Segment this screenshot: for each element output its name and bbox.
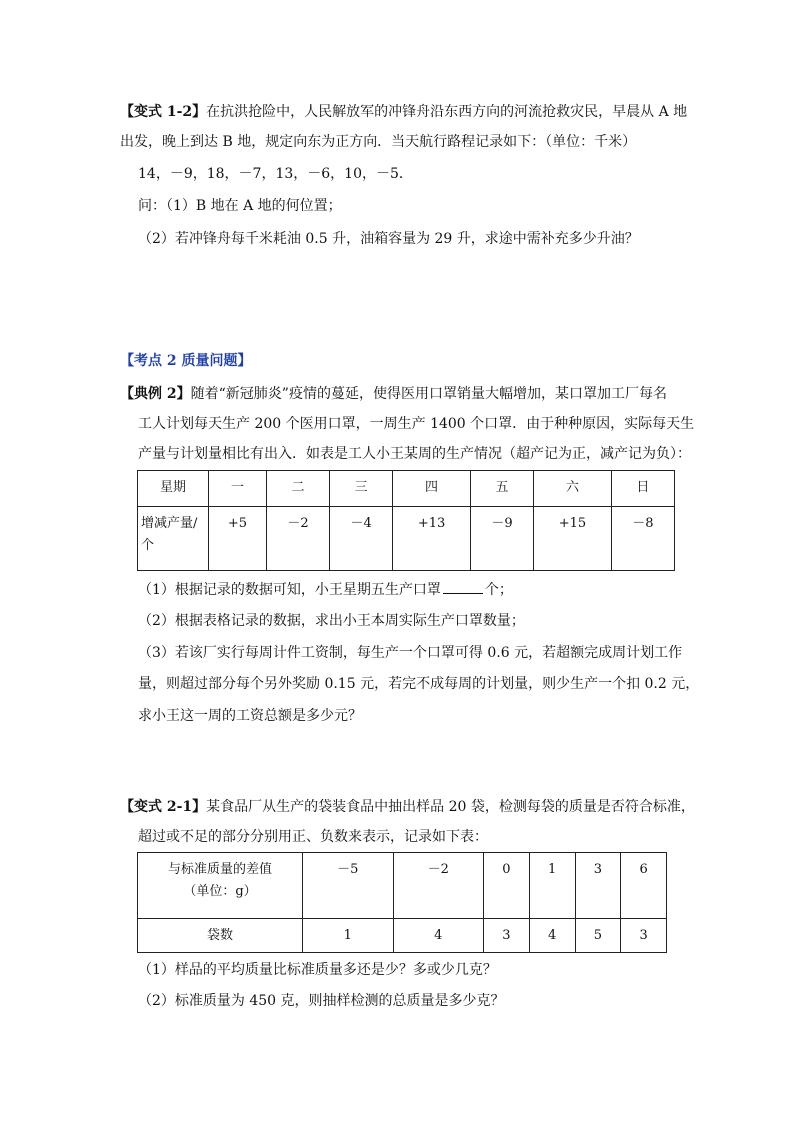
mass-count-label: 袋数 — [138, 919, 303, 953]
section-title: 【考点 2 质量问题】 — [120, 353, 252, 369]
variant-1-2-question-1: 问：（1）B 地在 A 地的何位置； — [138, 198, 342, 214]
variant-2-1-question-1: （1）样品的平均质量比标准质量多还是少？多或少几克？ — [138, 962, 497, 978]
production-header-label: 星期 — [138, 471, 209, 507]
variant-2-1-line-2: 超过或不足的部分分别用正、负数来表示，记录如下表： — [138, 829, 488, 845]
production-value-row — [138, 507, 675, 571]
count-cell: 3 — [484, 919, 530, 953]
count-cell: 1 — [303, 919, 394, 953]
day-cell: 六 — [534, 471, 612, 507]
example-2-question-1-text: （1）根据记录的数据可知，小王星期五生产口罩 — [138, 582, 441, 598]
diff-cell: 1 — [529, 853, 575, 919]
example-2-question-1 — [138, 579, 513, 600]
value-cell: －4 — [330, 507, 393, 571]
day-cell: 三 — [330, 471, 393, 507]
example-2-text-1: 随着“新冠肺炎”疫情的蔓延，使得医用口罩销量大幅增加，某口罩加工厂每名 — [190, 386, 667, 402]
mass-diff-label — [138, 853, 303, 919]
example-2-line-2: 工人计划每天生产 200 个医用口罩，一周生产 1400 个口罩．由于种种原因，实际每天生 — [138, 416, 695, 432]
variant-2-1-question-2: （2）标准质量为 450 克，则抽样检测的总质量是多少克？ — [138, 993, 505, 1009]
mass-diff-label-1: 与标准质量的差值 — [167, 862, 272, 877]
mass-count-row — [138, 919, 667, 953]
example-2-line-3: 产量与计划量相比有出入．如表是工人小王某周的生产情况（超产记为正，减产记为负）： — [138, 446, 691, 462]
production-row-label-1: 增减产量/ — [141, 516, 198, 531]
example-2-question-3-line-1: （3）若该厂实行每周计件工资制，每生产一个口罩可得 0.6 元，若超额完成周计划工作 — [138, 645, 683, 661]
diff-cell: －5 — [303, 853, 394, 919]
production-row-label — [138, 507, 209, 571]
day-cell: 四 — [393, 471, 471, 507]
variant-1-2-tag: 【变式 1-2】 — [120, 104, 207, 120]
mass-diff-label-2: （单位：g） — [183, 884, 257, 899]
count-cell: 4 — [393, 919, 484, 953]
day-cell: 一 — [209, 471, 267, 507]
production-header-row — [138, 471, 675, 507]
day-cell: 二 — [267, 471, 330, 507]
day-cell: 日 — [611, 471, 674, 507]
value-cell: －9 — [470, 507, 533, 571]
diff-cell: －2 — [393, 853, 484, 919]
diff-cell: 3 — [575, 853, 621, 919]
example-2-question-3-line-3: 求小王这一周的工资总额是多少元？ — [138, 708, 362, 724]
count-cell: 3 — [621, 919, 667, 953]
value-cell: +15 — [534, 507, 612, 571]
variant-2-1-text-1: 某食品厂从生产的袋装食品中抽出样品 20 袋，检测每袋的质量是否符合标准， — [206, 799, 695, 815]
mass-diff-row — [138, 853, 667, 919]
variant-1-2-line-2: 出发，晚上到达 B 地，规定向东为正方向．当天航行路程记录如下：（单位：千米） — [120, 134, 637, 150]
variant-1-2-question-2: （2）若冲锋舟每千米耗油 0.5 升，油箱容量为 29 升，求途中需补充多少升油？ — [138, 231, 639, 247]
variant-1-2-text-1: 在抗洪抢险中，人民解放军的冲锋舟沿东西方向的河流抢救灾民，早晨从 A 地 — [206, 104, 688, 120]
diff-cell: 0 — [484, 853, 530, 919]
example-2-question-2: （2）根据表格记录的数据，求出小王本周实际生产口罩数量； — [138, 613, 525, 629]
production-table — [137, 470, 675, 571]
count-cell: 5 — [575, 919, 621, 953]
value-cell: －8 — [611, 507, 674, 571]
value-cell: +13 — [393, 507, 471, 571]
variant-1-2-data: 14，－9，18，－7，13，－6，10，－5． — [138, 166, 413, 182]
example-2-line-1 — [120, 384, 667, 404]
variant-2-1-line-1 — [120, 797, 695, 817]
mass-table — [137, 852, 667, 953]
example-2-tag: 【典例 2】 — [120, 386, 191, 402]
production-row-label-2: 个 — [141, 538, 155, 553]
count-cell: 4 — [529, 919, 575, 953]
variant-2-1-tag: 【变式 2-1】 — [120, 799, 207, 815]
value-cell: +5 — [209, 507, 267, 571]
example-2-question-1-tail: 个； — [484, 582, 513, 598]
value-cell: －2 — [267, 507, 330, 571]
answer-blank — [443, 579, 483, 594]
diff-cell: 6 — [621, 853, 667, 919]
example-2-question-3-line-2: 量，则超过部分每个另外奖励 0.15 元，若完不成每周的计划量，则少生产一个扣 0.2 元， — [138, 676, 700, 692]
day-cell: 五 — [470, 471, 533, 507]
variant-1-2-line-1 — [120, 102, 687, 122]
